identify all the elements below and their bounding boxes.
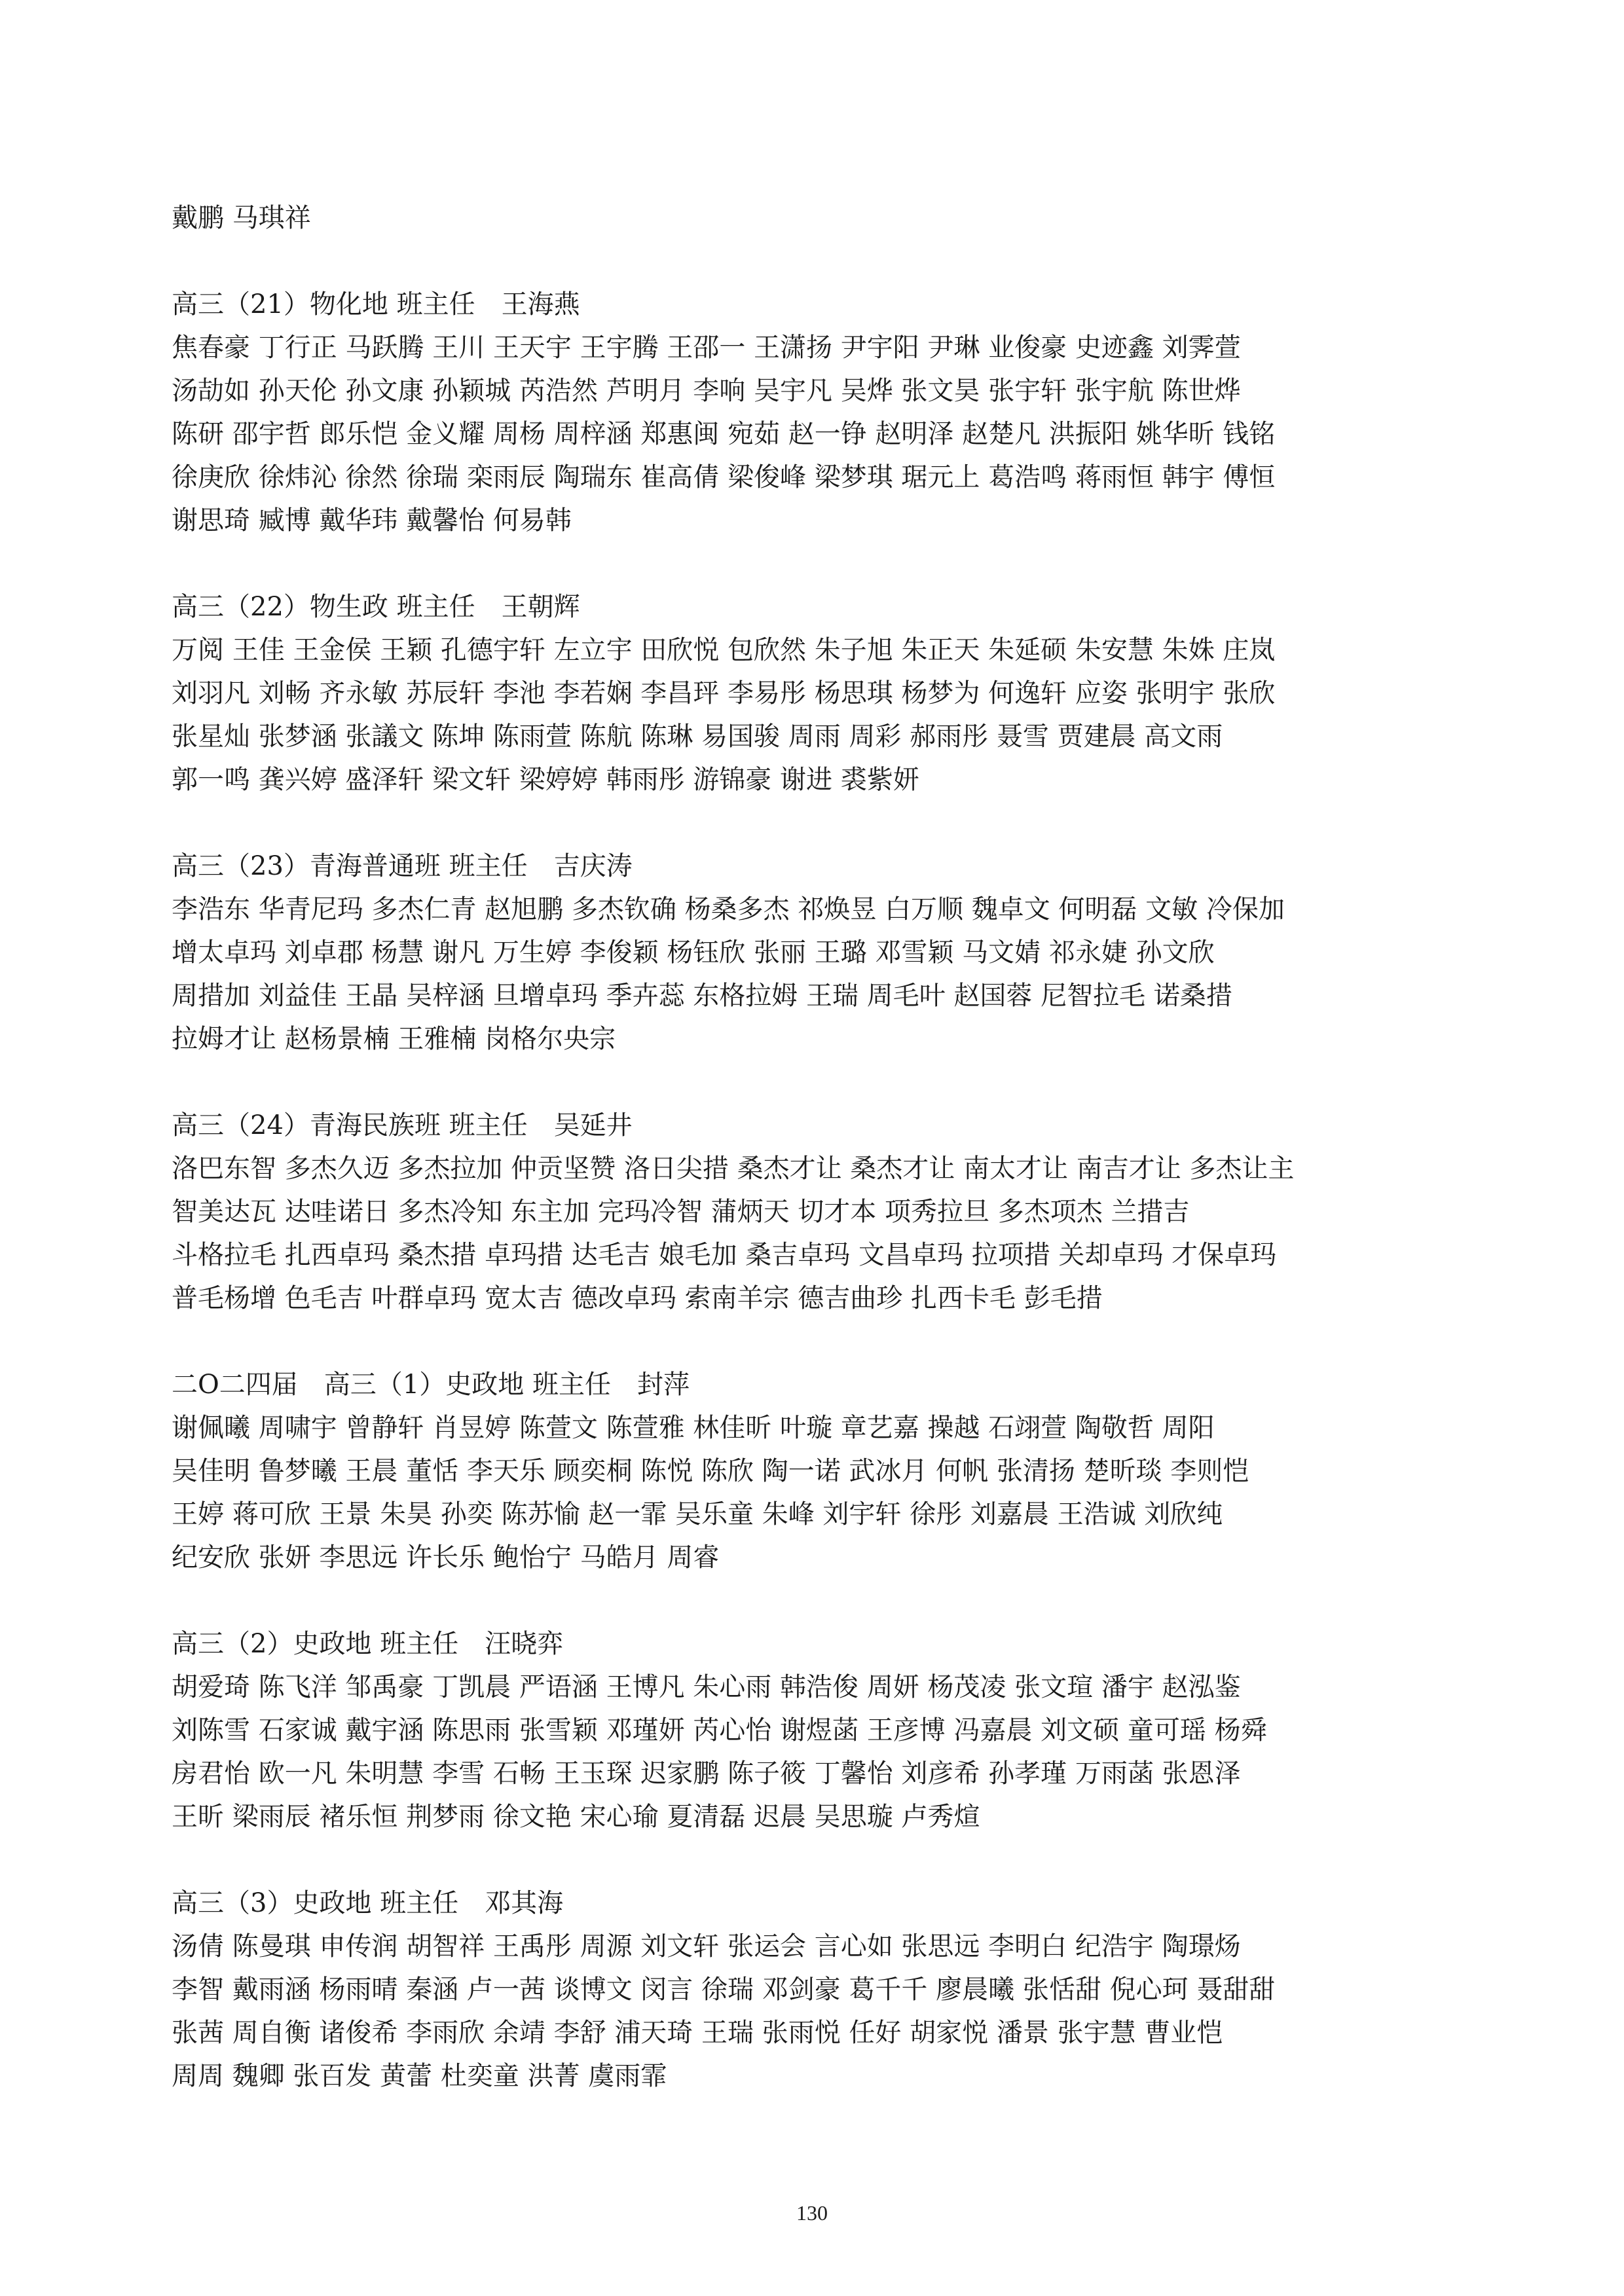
class-section-24	[172, 1104, 1468, 1320]
names-line: 房君怡 欧一凡 朱明慧 李雪 石畅 王玉琛 迟家鹏 陈子筱 丁馨怡 刘彦希 孙孝瑾 万雨菡 张恩泽	[172, 1758, 1241, 1789]
names-line: 普毛杨增 色毛吉 叶群卓玛 宽太吉 德改卓玛 索南羊宗 德吉曲珍 扎西卡毛 彭毛措	[172, 1283, 1103, 1313]
class-header: 高三（2）史政地 班主任 汪晓弈	[172, 1629, 564, 1659]
class-section-2024-1	[172, 1363, 1468, 1579]
class-header: 高三（21）物化地 班主任 王海燕	[172, 289, 580, 319]
names-line: 纪安欣 张妍 李思远 许长乐 鲍怡宁 马皓月 周睿	[172, 1542, 720, 1573]
names-line: 李智 戴雨涵 杨雨晴 秦涵 卢一茜 谈博文 闵言 徐瑞 邓剑豪 葛千千 廖晨曦 张恬甜 倪心珂 聂甜甜	[172, 1975, 1276, 2005]
names-line: 拉姆才让 赵杨景楠 王雅楠 岗格尔央宗	[172, 1024, 616, 1054]
names-line: 郭一鸣 龚兴婷 盛泽轩 梁文轩 梁婷婷 韩雨彤 游锦豪 谢进 裘紫妍	[172, 765, 919, 795]
class-section-22	[172, 585, 1468, 801]
names-line: 李浩东 华青尼玛 多杰仁青 赵旭鹏 多杰钦确 杨桑多杰 祁焕昱 白万顺 魏卓文 何明磊 文敏 冷保加	[172, 894, 1285, 924]
class-section-2024-2	[172, 1622, 1468, 1838]
names-line: 汤倩 陈曼琪 申传润 胡智祥 王禹彤 周源 刘文轩 张运会 言心如 张思远 李明白 纪浩宇 陶璟炀	[172, 1931, 1241, 1961]
names-line: 万阅 王佳 王金侯 王颖 孔德宇轩 左立宇 田欣悦 包欣然 朱子旭 朱正天 朱延硕 朱安慧 朱姝 庄岚	[172, 635, 1276, 665]
names-line: 谢佩曦 周啸宇 曾静轩 肖昱婷 陈萱文 陈萱雅 林佳昕 叶璇 章艺嘉 操越 石翊萱 陶敬哲 周阳	[172, 1413, 1215, 1443]
names-line: 吴佳明 鲁梦曦 王晨 董恬 李天乐 顾奕桐 陈悦 陈欣 陶一诺 武冰月 何帆 张清扬 楚昕琰 李则恺	[172, 1456, 1249, 1486]
names-line: 刘羽凡 刘畅 齐永敏 苏辰轩 李池 李若娴 李昌玶 李易彤 杨思琪 杨梦为 何逸轩 应姿 张明宇 张欣	[172, 678, 1276, 708]
names-line: 周周 魏卿 张百发 黄蕾 杜奕童 洪菁 虞雨霏	[172, 2061, 667, 2091]
names-line: 增太卓玛 刘卓郡 杨慧 谢凡 万生婷 李俊颖 杨钰欣 张丽 王璐 邓雪颖 马文婧 祁永婕 孙文欣	[172, 938, 1215, 968]
class-header: 高三（22）物生政 班主任 王朝辉	[172, 592, 580, 622]
names-line: 张星灿 张梦涵 张議文 陈坤 陈雨萱 陈航 陈琳 易国骏 周雨 周彩 郝雨彤 聂雪 贾建晨 高文雨	[172, 721, 1223, 752]
class-header: 高三（24）青海民族班 班主任 吴延井	[172, 1110, 633, 1140]
names-line: 陈研 邵宇哲 郎乐恺 金义耀 周杨 周梓涵 郑惠闽 宛茹 赵一铮 赵明泽 赵楚凡 洪振阳 姚华昕 钱铭	[172, 419, 1276, 449]
page-number: 130	[796, 2201, 828, 2225]
names-line: 刘陈雪 石家诚 戴宇涵 陈思雨 张雪颖 邓瑾妍 芮心怡 谢煜菡 王彦博 冯嘉晨 刘文硕 童可瑶 杨舜	[172, 1715, 1267, 1745]
names-line: 王昕 梁雨辰 褚乐恒 荆梦雨 徐文艳 宋心瑜 夏清磊 迟晨 吴思璇 卢秀煊	[172, 1802, 980, 1832]
names-line: 张茜 周自衡 诸俊希 李雨欣 余靖 李舒 浦天琦 王瑞 张雨悦 任好 胡家悦 潘景 张宇慧 曹业恺	[172, 2018, 1223, 2048]
names-line: 徐庚欣 徐炜沁 徐然 徐瑞 栾雨辰 陶瑞东 崔高倩 梁俊峰 梁梦琪 琚元上 葛浩鸣 蒋雨恒 韩宇 傅恒	[172, 462, 1276, 492]
names-line: 周措加 刘益佳 王晶 吴梓涵 旦增卓玛 季卉蕊 东格拉姆 王瑞 周毛叶 赵国蓉 尼智拉毛 诺桑措	[172, 981, 1232, 1011]
names-line: 谢思琦 臧博 戴华玮 戴馨怡 何易韩	[172, 505, 572, 536]
names-line: 智美达瓦 达哇诺日 多杰冷知 东主加 完玛冷智 蒲炳天 切才本 项秀拉旦 多杰项杰 兰措吉	[172, 1197, 1190, 1227]
names-line: 汤劼如 孙天伦 孙文康 孙颖城 芮浩然 芦明月 李响 吴宇凡 吴烨 张文昊 张宇轩 张宇航 陈世烨	[172, 376, 1241, 406]
class-section-21	[172, 283, 1468, 542]
class-header: 二O二四届 高三（1）史政地 班主任 封萍	[172, 1370, 690, 1400]
class-section-23	[172, 845, 1468, 1061]
class-header: 高三（3）史政地 班主任 邓其海	[172, 1888, 564, 1918]
names-line: 斗格拉毛 扎西卓玛 桑杰措 卓玛措 达毛吉 娘毛加 桑吉卓玛 文昌卓玛 拉项措 关却卓玛 才保卓玛	[172, 1240, 1277, 1270]
intro-names-line: 戴鹏 马琪祥	[172, 203, 311, 233]
names-line: 焦春豪 丁行正 马跃腾 王川 王天宇 王宇腾 王邵一 王潇扬 尹宇阳 尹琳 业俊豪 史迹鑫 刘霁萱	[172, 333, 1241, 363]
page-content	[172, 196, 1468, 2141]
names-line: 王婷 蒋可欣 王景 朱昊 孙奕 陈苏愉 赵一霏 吴乐童 朱峰 刘宇轩 徐彤 刘嘉晨 王浩诚 刘欣纯	[172, 1499, 1223, 1529]
names-line: 胡爱琦 陈飞洋 邹禹豪 丁凯晨 严语涵 王博凡 朱心雨 韩浩俊 周妍 杨茂凌 张文瑄 潘宇 赵泓鉴	[172, 1672, 1241, 1702]
class-header: 高三（23）青海普通班 班主任 吉庆涛	[172, 851, 633, 881]
names-line: 洛巴东智 多杰久迈 多杰拉加 仲贡坚赞 洛日尖措 桑杰才让 桑杰才让 南太才让 南吉才让 多杰让主	[172, 1154, 1295, 1184]
class-section-2024-3	[172, 1882, 1468, 2098]
